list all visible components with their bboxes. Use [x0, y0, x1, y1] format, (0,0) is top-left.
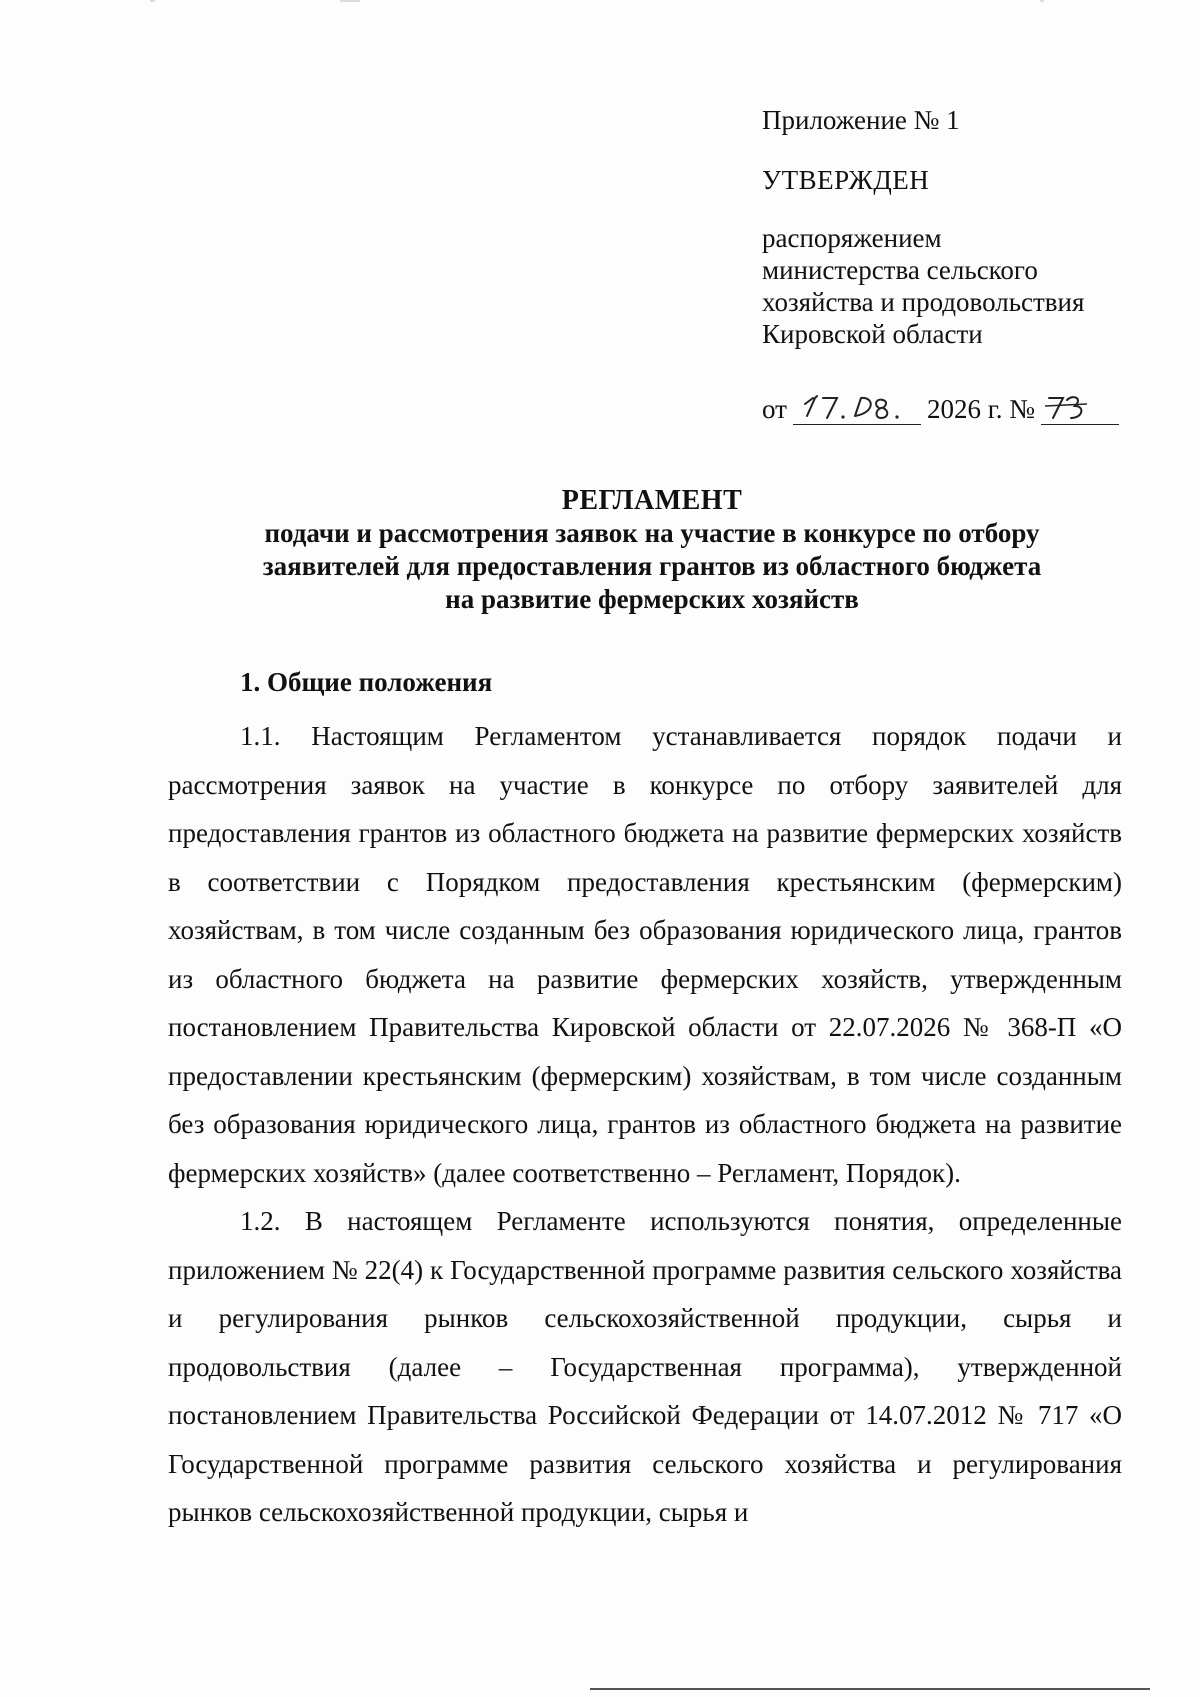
annex-number: Приложение № 1 [762, 105, 960, 135]
approval-block [762, 104, 1182, 425]
scan-artifact-bottom [590, 1688, 1150, 1690]
title-line: подачи и рассмотрения заявок на участие в конкурсе по отбору [264, 518, 1040, 548]
handwritten-date-field [793, 390, 921, 425]
authority-line: министерства сельского [762, 255, 1038, 285]
date-prefix: от [762, 394, 787, 424]
approved-label: УТВЕРЖДЕН [762, 165, 930, 195]
authority-line: Кировской области [762, 319, 983, 349]
handwritten-number-field [1041, 390, 1119, 425]
document-body [168, 712, 1122, 1537]
approval-authority [762, 222, 1182, 350]
handwritten-number [1041, 386, 1119, 426]
authority-line: хозяйства и продовольствия [762, 287, 1085, 317]
handwritten-date [793, 386, 921, 426]
date-year: 2026 г. № [926, 394, 1035, 424]
title-line: на развитие фермерских хозяйств [445, 584, 859, 614]
title-line: заявителей для предоставления грантов из областного бюджета [262, 551, 1042, 581]
title-main: РЕГЛАМЕНТ [561, 485, 743, 516]
document-title [150, 484, 1154, 616]
scan-artifact-top [0, 0, 1200, 3]
paragraph: 1.1. Настоящим Регламентом устанавливается порядок подачи и рассмотрения заявок на участие в конкурсе по отбору заявителей для предоставления грантов из областного бюджета на развитие фермерских хозяйств в соответствии с Порядком предоставления крестьянским (фермерским) хозяйствам, в том числе созданным без образования юридического лица, грантов из областного бюджета на развитие фермерских хозяйств, утвержденным постановлением Правительства Кировской области от 22.07.2026 № 368-П «О предоставлении крестьянским (фермерским) хозяйствам, в том числе созданным без образования юридического лица, грантов из областного бюджета на развитие фермерских хозяйств» (далее соответственно – Регламент, Порядок). [168, 721, 1122, 1188]
section-heading: 1. Общие положения [240, 667, 493, 697]
paragraph: 1.2. В настоящем Регламенте используются понятия, определенные приложением № 22(4) к Государственной программе развития сельского хозяйства и регулирования рынков сельскохозяйственной продукции, сырья и продовольствия (далее – Государственная программа), утвержденной постановлением Правительства Российской Федерации от 14.07.2012 № 717 «О Государственной программе развития сельского хозяйства и регулирования рынков сельскохозяйственной продукции, сырья и [168, 1206, 1122, 1527]
authority-line: распоряжением [762, 223, 942, 253]
approval-date-line [762, 390, 1182, 425]
